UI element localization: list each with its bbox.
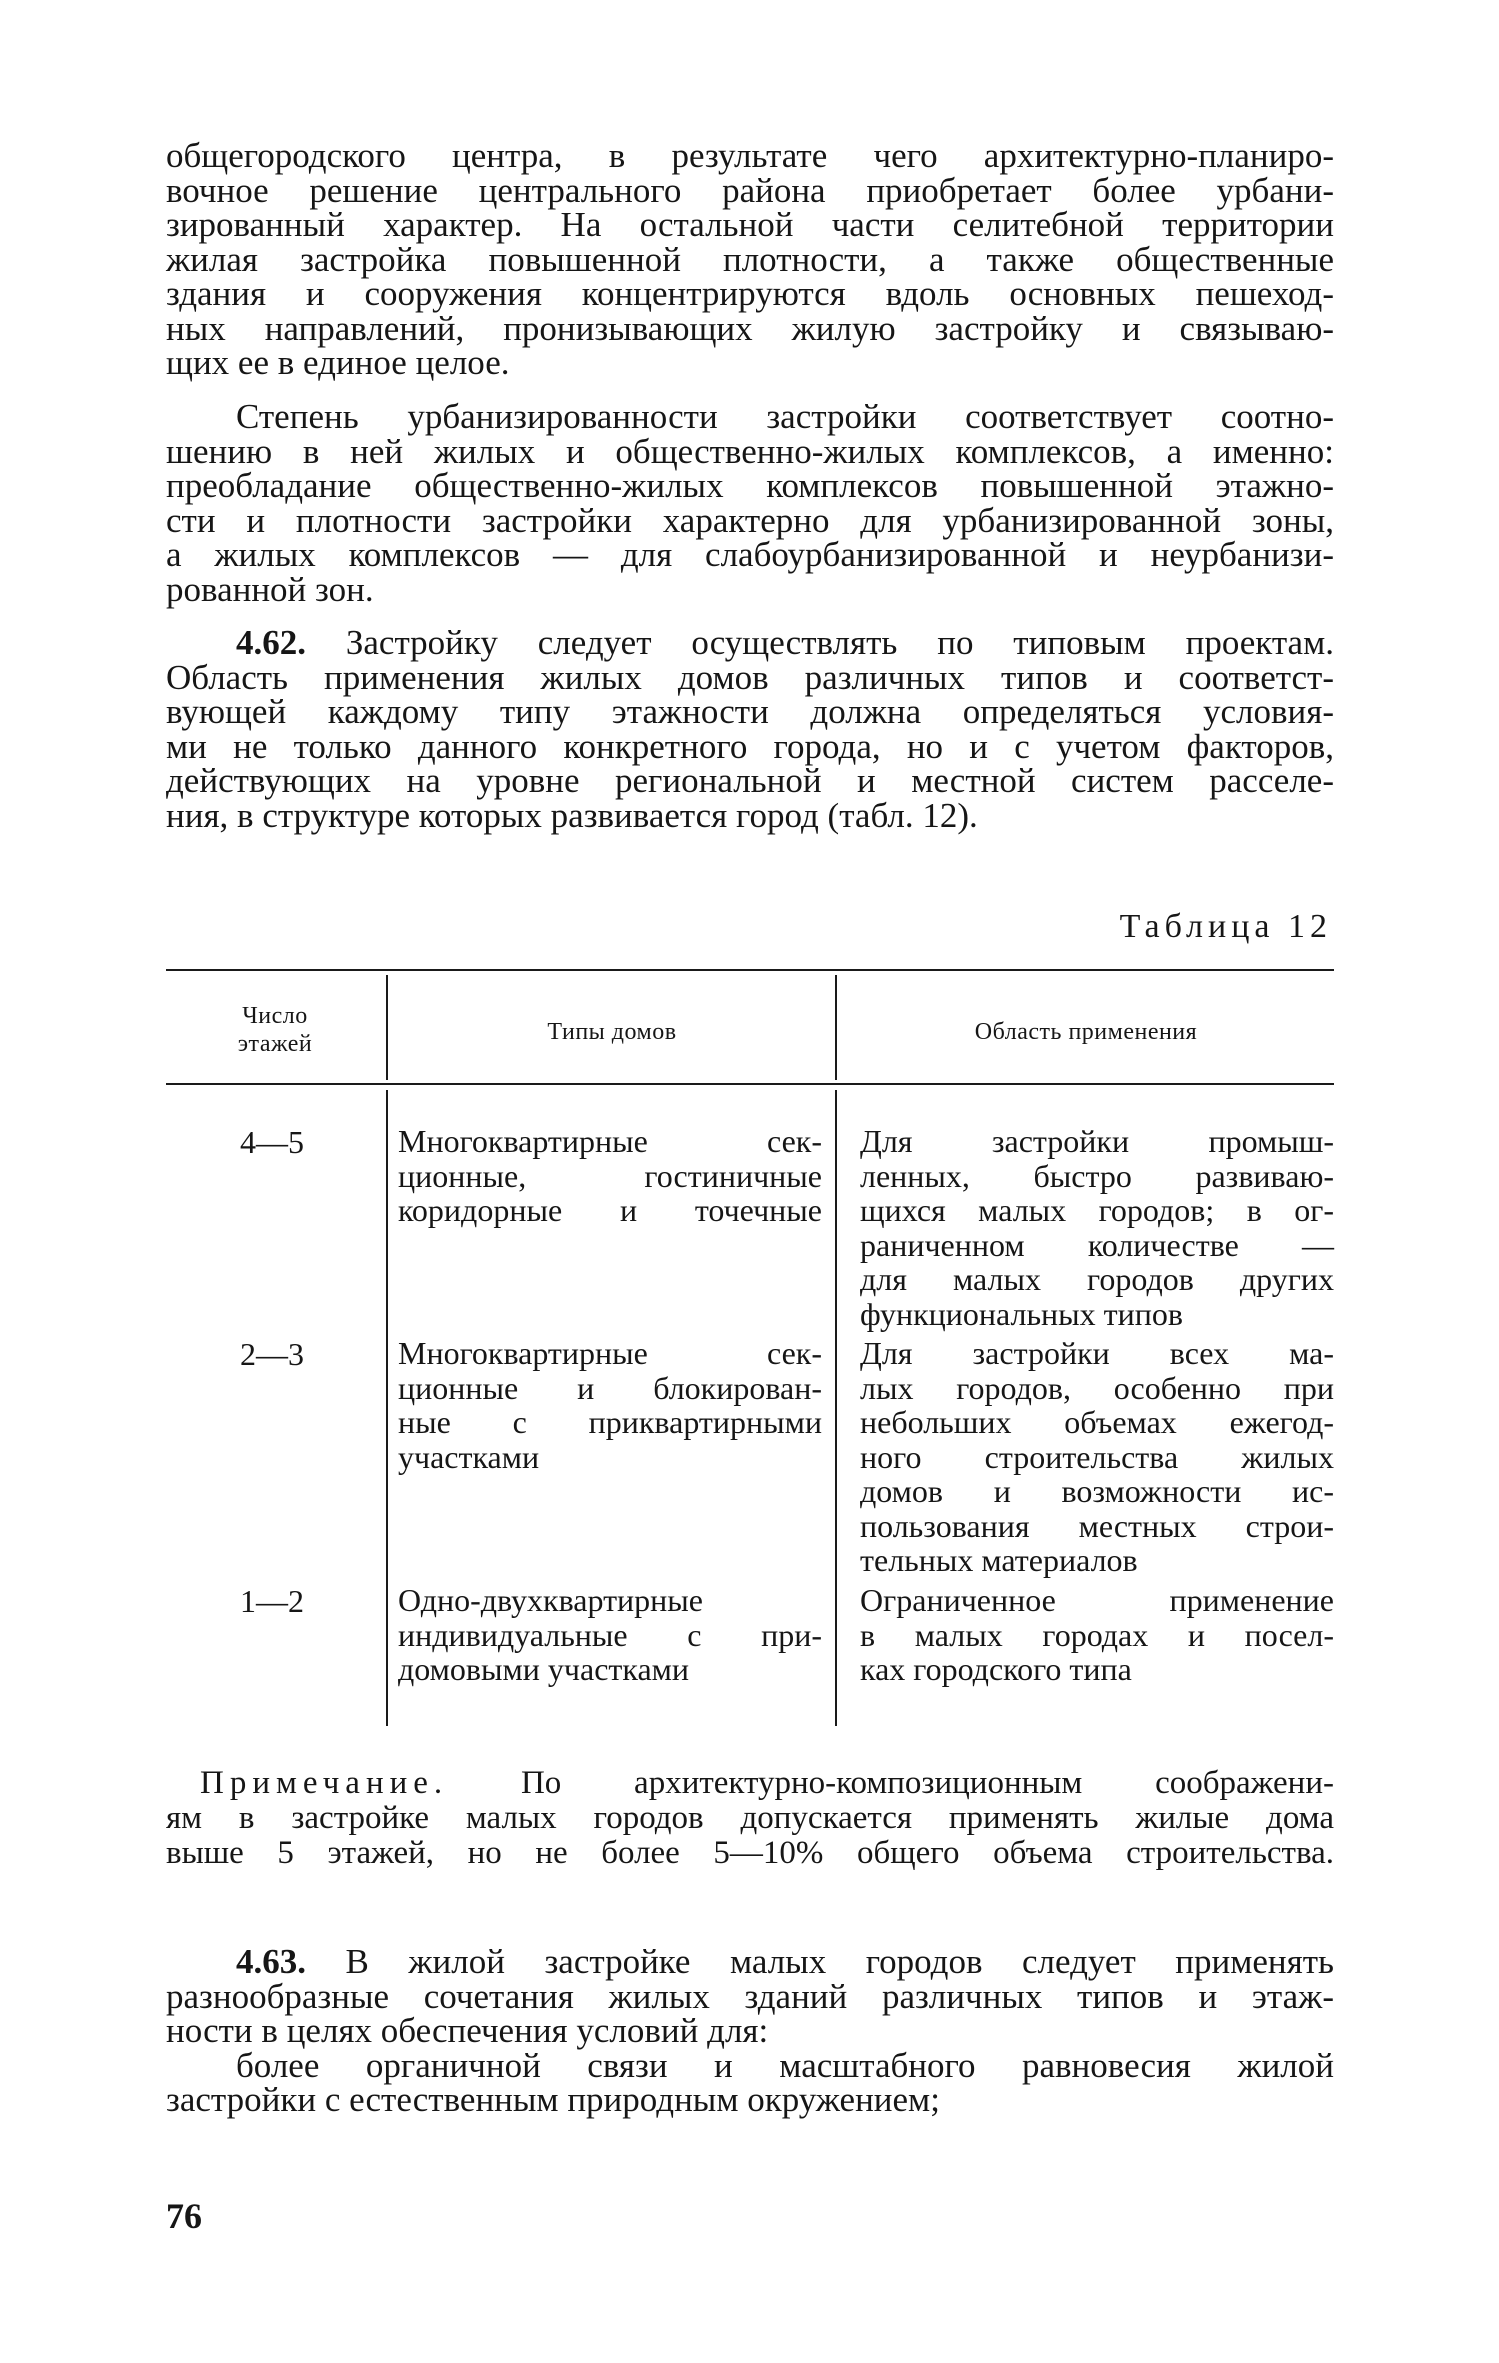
text-line: шению в ней жилых и общественно-жилых комплексов, а именно: [166, 431, 1334, 471]
text-line: сти и плотности застройки характерно для урбанизированной зоны, [166, 500, 1334, 540]
text-line: жилая застройка повышенной плотности, а также общественные [166, 239, 1334, 279]
house-types-cell [398, 1336, 822, 1474]
house-types-cell [398, 1124, 822, 1228]
text-line: зированный характер. На остальной части селитебной территории [166, 205, 1334, 244]
section-4-62 [166, 623, 1334, 835]
text-line: здания и сооружения концентрируются вдоль основных пешеход- [166, 274, 1334, 313]
text-line: а жилых комплексов — для слабоурбанизированной и неурбанизи- [166, 535, 1334, 574]
header-floors [190, 1002, 360, 1058]
text-line: ного строительства жилых [860, 1438, 1334, 1475]
text-line [166, 1942, 1334, 1981]
table-column-divider [386, 975, 388, 1080]
text-line: Для застройки всех ма- [860, 1335, 1334, 1371]
floors-value: 2—3 [240, 1336, 304, 1372]
text-line: Степень урбанизированности застройки соответствует соотно- [236, 397, 1334, 436]
text-fragment: Застройку следует осуществлять по типовым проектам. [306, 623, 1334, 662]
text-line: преобладание общественно-жилых комплексов повышенной этажно- [166, 466, 1334, 505]
text-line: ния, в структуре которых развивается город (табл. 12). [166, 795, 978, 835]
text-line: более органичной связи и масштабного равновесия жилой [236, 2045, 1334, 2085]
text-line: функциональных типов [860, 1295, 1183, 1332]
text-line: Для застройки промыш- [860, 1123, 1334, 1159]
text-line: Многоквартирные сек- [398, 1335, 822, 1371]
text-line: ционные и блокирован- [398, 1369, 822, 1406]
text-line [200, 1766, 1334, 1801]
table-header-rule [166, 1083, 1334, 1085]
application-area-cell [860, 1336, 1334, 1578]
section-number: 4.63. [236, 1942, 306, 1981]
floors-value: 4—5 [240, 1124, 304, 1160]
table-column-divider [835, 975, 837, 1080]
table-top-rule [166, 969, 1334, 971]
table-column-divider [835, 1090, 837, 1726]
text-line: ленных, быстро развиваю- [860, 1157, 1334, 1194]
text-line: действующих на уровне региональной и местной систем расселе- [166, 761, 1334, 800]
page-number: 76 [166, 2196, 202, 2236]
floors-value: 1—2 [240, 1583, 304, 1619]
text-line: Многоквартирные сек- [398, 1123, 822, 1159]
house-types-cell [398, 1583, 822, 1687]
text-line: застройки с естественным природным окружением; [166, 2080, 940, 2119]
text-line: Ограниченное применение [860, 1582, 1334, 1618]
text-line: индивидуальные с при- [398, 1616, 822, 1653]
text-line: разнообразные сочетания жилых зданий различных типов и этаж- [166, 1976, 1334, 2016]
text-fragment: В жилой застройке малых городов следует применять [306, 1942, 1334, 1981]
section-number: 4.62. [236, 623, 306, 662]
text-line: ках городского типа [860, 1651, 1132, 1687]
text-line: раниченном количестве — [860, 1226, 1334, 1263]
table-column-divider [386, 1090, 388, 1726]
text-line: участками [398, 1438, 540, 1475]
header-house-types: Типы домов [547, 1019, 677, 1045]
text-line [166, 623, 1334, 662]
note-label: Примечание. [200, 1765, 449, 1801]
text-line: для малых городов других [860, 1261, 1334, 1297]
text-line: Одно-двухквартирные [398, 1582, 703, 1618]
text-line: общегородского центра, в результате чего архитектурно-планиро- [166, 136, 1334, 175]
text-line: коридорные и точечные [398, 1192, 822, 1228]
text-line: пользования местных строи- [860, 1507, 1334, 1544]
header-application-area: Область применения [974, 1019, 1198, 1045]
text-line: ные с приквартирными [398, 1404, 822, 1440]
text-line: ности в целях обеспечения условий для: [166, 2011, 769, 2050]
section-4-63 [166, 1942, 1334, 2119]
text-line: домов и возможности ис- [860, 1473, 1334, 1509]
text-line: ционные, гостиничные [398, 1157, 822, 1194]
paragraph-urbanization [166, 397, 1334, 609]
text-line: Область применения жилых домов различных типов и соответст- [166, 657, 1334, 697]
text-line: лых городов, особенно при [860, 1369, 1334, 1406]
text-line: тельных материалов [860, 1542, 1138, 1578]
text-line: небольших объемах ежегод- [860, 1404, 1334, 1440]
text-line: ных направлений, пронизывающих жилую застройку и связываю- [166, 308, 1334, 348]
header-line: этажей [237, 1031, 313, 1057]
text-line: рованной зон. [166, 569, 374, 609]
table-note [166, 1765, 1334, 1871]
header-line: Число [242, 1003, 308, 1029]
application-area-cell [860, 1583, 1334, 1687]
text-line: щихся малых городов; в ог- [860, 1192, 1334, 1228]
text-line: в малых городах и посел- [860, 1616, 1334, 1653]
text-line: вующей каждому типу этажности должна определяться условия- [166, 692, 1334, 731]
text-line: выше 5 этажей, но не более 5—10% общего объема строительства. [166, 1835, 1334, 1871]
text-line: вочное решение центрального района приобретает более урбани- [166, 170, 1334, 210]
text-fragment: По архитектурно-композиционным соображени- [448, 1765, 1334, 1801]
paragraph-top [166, 136, 1334, 382]
application-area-cell [860, 1124, 1334, 1331]
text-line: ям в застройке малых городов допускается применять жилые дома [166, 1800, 1334, 1836]
text-line: щих ее в единое целое. [166, 343, 510, 382]
text-line: ми не только данного конкретного города, но и с учетом факторов, [166, 726, 1334, 766]
table-caption: Таблица 12 [1119, 908, 1332, 945]
text-line: домовыми участками [398, 1651, 690, 1687]
